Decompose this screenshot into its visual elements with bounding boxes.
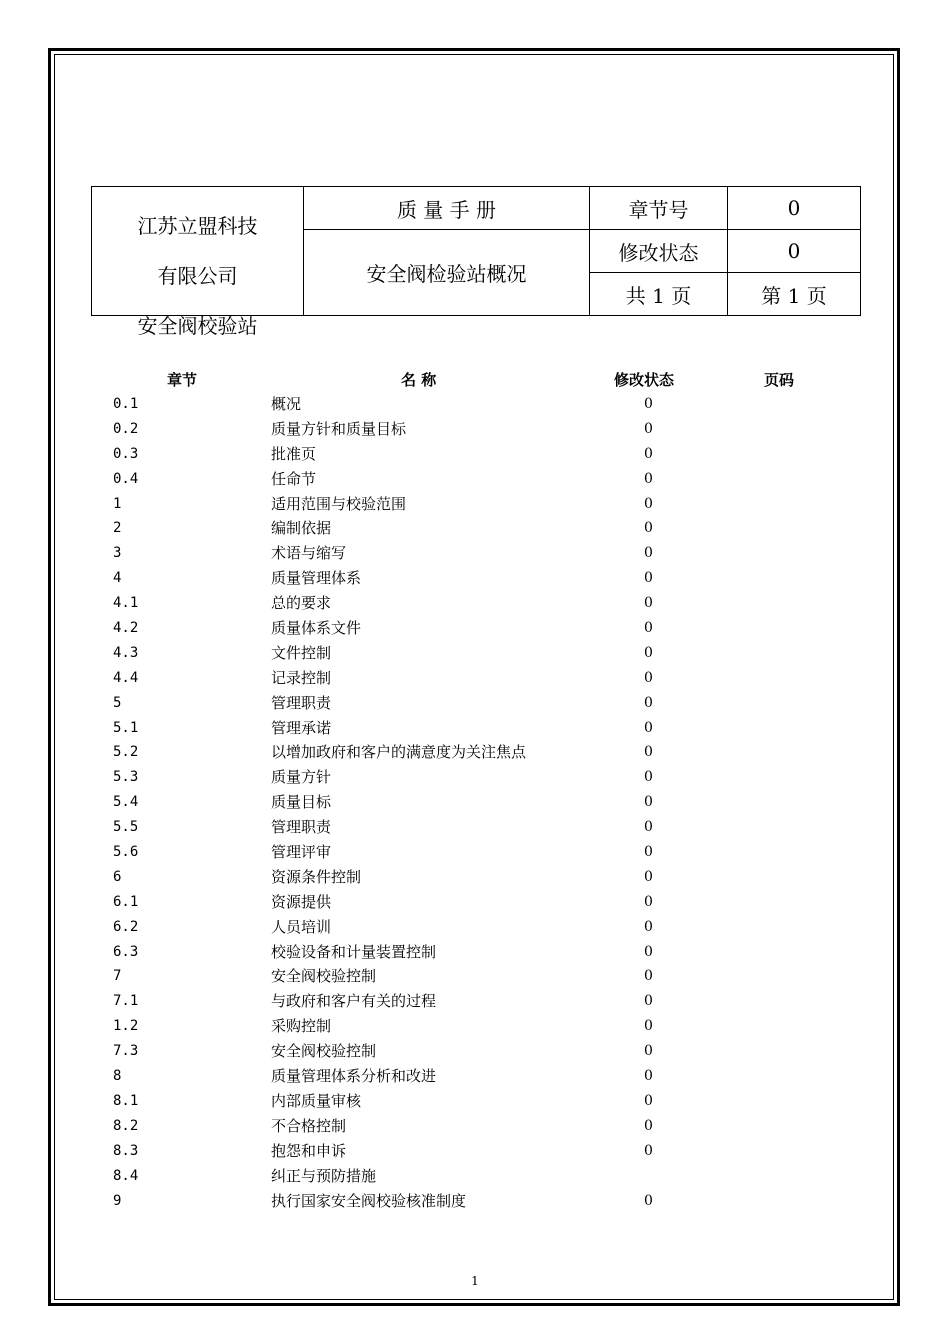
toc-row bbox=[0, 1114, 950, 1139]
toc-row bbox=[0, 591, 950, 616]
toc-section-number: 9 bbox=[113, 1192, 122, 1209]
toc-section-number: 6.1 bbox=[113, 893, 139, 910]
toc-revision-status: 0 bbox=[644, 744, 653, 761]
toc-revision-status: 0 bbox=[644, 794, 653, 811]
toc-section-name: 校验设备和计量装置控制 bbox=[271, 942, 437, 961]
toc-row bbox=[0, 890, 950, 915]
toc-row bbox=[0, 815, 950, 840]
toc-section-number: 7 bbox=[113, 968, 122, 985]
toc-row bbox=[0, 716, 950, 741]
toc-revision-status: 0 bbox=[644, 620, 653, 637]
chapter-label: 章节号 bbox=[590, 187, 728, 230]
toc-row bbox=[0, 566, 950, 591]
toc-revision-status: 0 bbox=[644, 1018, 653, 1035]
toc-revision-status: 0 bbox=[644, 396, 653, 412]
toc-revision-status: 0 bbox=[644, 893, 653, 910]
total-pages: 共 1 页 bbox=[590, 273, 728, 316]
toc-section-number: 5.6 bbox=[113, 844, 139, 861]
toc-revision-status: 0 bbox=[644, 719, 653, 736]
toc-section-number: 4.2 bbox=[113, 620, 139, 637]
toc-section-number: 4.1 bbox=[113, 595, 139, 612]
toc-revision-status: 0 bbox=[644, 943, 653, 960]
toc-row bbox=[0, 616, 950, 641]
toc-revision-status: 0 bbox=[644, 1117, 653, 1134]
chapter-value: 0 bbox=[728, 187, 861, 230]
toc-section-name: 批准页 bbox=[271, 444, 317, 463]
toc-revision-status: 0 bbox=[644, 918, 653, 935]
toc-section-number: 4.3 bbox=[113, 644, 139, 661]
page-footer-number: 1 bbox=[471, 1274, 479, 1288]
toc-section-name: 总的要求 bbox=[271, 594, 332, 613]
toc-revision-status: 0 bbox=[644, 1142, 653, 1159]
toc-section-name: 术语与缩写 bbox=[271, 544, 347, 563]
document-header-table bbox=[91, 186, 861, 338]
revision-label: 修改状态 bbox=[590, 230, 728, 273]
company-name-line3: 安全阀校验站 bbox=[137, 314, 258, 338]
toc-row bbox=[0, 1139, 950, 1164]
toc-row bbox=[0, 1064, 950, 1089]
toc-section-name: 质量管理体系 bbox=[271, 569, 362, 588]
toc-row bbox=[0, 765, 950, 790]
toc-revision-status: 0 bbox=[644, 1092, 653, 1109]
toc-row bbox=[0, 865, 950, 890]
toc-row bbox=[0, 1164, 950, 1189]
toc-row bbox=[0, 915, 950, 940]
toc-revision-status: 0 bbox=[644, 844, 653, 861]
company-name-cell bbox=[92, 187, 304, 338]
toc-section-number: 5.2 bbox=[113, 744, 139, 761]
toc-row bbox=[0, 840, 950, 865]
toc-section-name: 适用范围与校验范围 bbox=[271, 494, 407, 513]
toc-revision-status: 0 bbox=[644, 1043, 653, 1060]
toc-revision-status: 0 bbox=[644, 769, 653, 786]
toc-row bbox=[0, 442, 950, 467]
toc-revision-status: 0 bbox=[644, 420, 653, 437]
toc-section-name: 概况 bbox=[271, 395, 302, 413]
toc-section-number: 4.4 bbox=[113, 669, 139, 686]
toc-section-number: 2 bbox=[113, 520, 122, 537]
toc-row bbox=[0, 641, 950, 666]
toc-row bbox=[0, 1014, 950, 1039]
toc-row bbox=[0, 790, 950, 815]
toc-row bbox=[0, 1089, 950, 1114]
toc-section-number: 6.2 bbox=[113, 918, 139, 935]
doc-title: 安全阀检验站概况 bbox=[304, 230, 590, 316]
toc-section-name: 采购控制 bbox=[271, 1017, 332, 1036]
toc-section-name: 不合格控制 bbox=[271, 1116, 347, 1135]
toc-section-number: 7.1 bbox=[113, 993, 139, 1010]
toc-section-number: 6.3 bbox=[113, 943, 139, 960]
revision-value: 0 bbox=[728, 230, 861, 273]
toc-section-name: 质量方针和质量目标 bbox=[271, 419, 407, 438]
toc-section-number: 5.1 bbox=[113, 719, 139, 736]
page-number-cell: 第 1 页 bbox=[728, 273, 861, 316]
toc-revision-status: 0 bbox=[644, 545, 653, 562]
toc-row bbox=[0, 940, 950, 965]
toc-section-number: 8.1 bbox=[113, 1092, 139, 1109]
toc-row bbox=[0, 467, 950, 492]
toc-section-name: 安全阀校验控制 bbox=[271, 967, 377, 986]
toc-revision-status: 0 bbox=[644, 495, 653, 512]
company-name-line1: 江苏立盟科技 bbox=[137, 214, 258, 238]
toc-section-name: 管理承诺 bbox=[271, 718, 332, 737]
toc-revision-status: 0 bbox=[644, 644, 653, 661]
toc-section-name: 安全阀校验控制 bbox=[271, 1042, 377, 1061]
toc-row bbox=[0, 492, 950, 517]
toc-section-number: 8.2 bbox=[113, 1117, 139, 1134]
toc-section-number: 0.4 bbox=[113, 470, 139, 487]
toc-section-number: 5.4 bbox=[113, 794, 139, 811]
toc-section-name: 质量方针 bbox=[271, 768, 332, 787]
toc-revision-status: 0 bbox=[644, 868, 653, 885]
toc-section-number: 8.3 bbox=[113, 1142, 139, 1159]
toc-section-number: 8 bbox=[113, 1068, 122, 1085]
manual-title: 质 量 手 册 bbox=[304, 187, 590, 230]
toc-section-name: 文件控制 bbox=[271, 643, 332, 662]
toc-section-name: 资源条件控制 bbox=[271, 867, 362, 886]
toc-section-number: 0.2 bbox=[113, 420, 139, 437]
toc-revision-status: 0 bbox=[644, 1192, 653, 1209]
toc-section-name: 管理评审 bbox=[271, 843, 332, 862]
toc-row bbox=[0, 666, 950, 691]
toc-revision-status: 0 bbox=[644, 520, 653, 537]
toc-revision-status: 0 bbox=[644, 470, 653, 487]
toc-header-section: 章节 bbox=[167, 371, 198, 389]
toc-revision-status: 0 bbox=[644, 595, 653, 612]
toc-section-name: 任命节 bbox=[271, 469, 317, 488]
toc-revision-status: 0 bbox=[644, 1068, 653, 1085]
toc-section-name: 纠正与预防措施 bbox=[271, 1166, 377, 1185]
toc-row bbox=[0, 392, 950, 417]
toc-section-name: 质量管理体系分析和改进 bbox=[271, 1067, 437, 1086]
toc-header-name: 名 称 bbox=[401, 371, 437, 389]
toc-section-number: 5 bbox=[113, 694, 122, 711]
toc-revision-status: 0 bbox=[644, 570, 653, 587]
toc-section-number: 8.4 bbox=[113, 1167, 139, 1184]
toc-revision-status: 0 bbox=[644, 694, 653, 711]
toc-row bbox=[0, 516, 950, 541]
toc-section-name: 以增加政府和客户的满意度为关注焦点 bbox=[271, 743, 527, 762]
toc-section-name: 质量目标 bbox=[271, 793, 332, 812]
toc-section-name: 内部质量审核 bbox=[271, 1091, 362, 1110]
toc-row bbox=[0, 417, 950, 442]
toc-section-number: 5.5 bbox=[113, 819, 139, 836]
toc-row bbox=[0, 740, 950, 765]
toc-section-number: 0.3 bbox=[113, 445, 139, 462]
toc-section-number: 3 bbox=[113, 545, 122, 562]
toc-section-name: 抱怨和申诉 bbox=[271, 1141, 347, 1160]
toc-row bbox=[0, 691, 950, 716]
toc-section-name: 编制依据 bbox=[271, 519, 332, 538]
toc-section-name: 质量体系文件 bbox=[271, 619, 362, 638]
toc-section-number: 1.2 bbox=[113, 1018, 139, 1035]
toc-revision-status: 0 bbox=[644, 819, 653, 836]
toc-section-number: 5.3 bbox=[113, 769, 139, 786]
toc-section-name: 与政府和客户有关的过程 bbox=[271, 992, 437, 1011]
toc-section-name: 人员培训 bbox=[271, 917, 332, 936]
toc-row bbox=[0, 989, 950, 1014]
company-name-line2: 有限公司 bbox=[157, 264, 238, 288]
toc-section-name: 管理职责 bbox=[271, 693, 332, 712]
toc-section-number: 7.3 bbox=[113, 1043, 139, 1060]
toc-section-name: 资源提供 bbox=[271, 892, 332, 911]
toc-section-name: 管理职责 bbox=[271, 818, 332, 837]
toc-header-page: 页码 bbox=[764, 371, 795, 389]
toc-section-name: 记录控制 bbox=[271, 668, 332, 687]
toc-row bbox=[0, 964, 950, 989]
toc-section-name: 执行国家安全阀校验核准制度 bbox=[271, 1191, 467, 1210]
toc-header-revision: 修改状态 bbox=[614, 371, 675, 389]
toc-revision-status: 0 bbox=[644, 445, 653, 462]
toc-revision-status: 0 bbox=[644, 968, 653, 985]
toc-section-number: 4 bbox=[113, 570, 122, 587]
toc-list bbox=[0, 392, 950, 1213]
toc-revision-status: 0 bbox=[644, 669, 653, 686]
toc-row bbox=[0, 541, 950, 566]
toc-row bbox=[0, 1189, 950, 1214]
toc-section-number: 6 bbox=[113, 868, 122, 885]
toc-section-number: 0.1 bbox=[113, 396, 139, 412]
toc-row bbox=[0, 1039, 950, 1064]
toc-revision-status: 0 bbox=[644, 993, 653, 1010]
toc-section-number: 1 bbox=[113, 495, 122, 512]
